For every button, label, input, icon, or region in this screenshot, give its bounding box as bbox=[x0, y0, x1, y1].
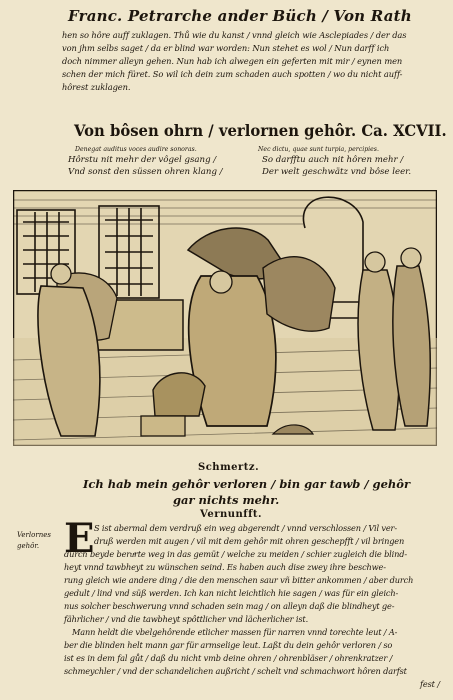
text-line: schmeychler / vnd der schandelichen außricht / schelt vnd schmachwort hôren darfst bbox=[64, 666, 407, 676]
speaker-vernunfft: Vernunfft. bbox=[200, 509, 262, 520]
text-line: nus solcher beschwerung vnnd schaden sein mag / on alleyn daß die blindheyt ge- bbox=[64, 601, 395, 611]
chapter-title: Von bôsen ohrn / verlornen gehôr. Ca. XCVII. bbox=[74, 121, 447, 140]
text-line: fährlicher / vnd die tawbheyt spôttlicher vnd lächerlicher ist. bbox=[64, 614, 309, 624]
latin-motto-left: Denegat auditus voces audire sonoras. bbox=[75, 146, 197, 153]
latin-motto-right: Nec dictu, quae sunt turpia, percipies. bbox=[258, 146, 379, 153]
text-line: heyt vnnd tawbheyt zu wünschen seind. Es haben auch dise zwey ihre beschwe- bbox=[64, 562, 386, 572]
text-line: hôrest zuklagen. bbox=[62, 82, 131, 92]
drop-cap: E bbox=[64, 515, 95, 562]
verse-line: Vnd sonst den süssen ohren klang / bbox=[68, 167, 223, 177]
text-line: Mann heldt die vbelgehôrende etlicher massen für narren vnnd torechte leut / A- bbox=[72, 627, 398, 637]
text-line: von jhm selbs saget / da er blind war worden: Nun stehet es wol / Nun darff ich bbox=[62, 43, 390, 53]
text-line: hen so hôre auff zuklagen. Thů wie du kanst / vnnd gleich wie Asclepiades / der das bbox=[62, 30, 407, 40]
text-line: druß werden mit augen / vil mit dem gehôr mit ohren geschepfft / vil bringen bbox=[94, 536, 405, 546]
complaint-line: gar nichts mehr. bbox=[173, 493, 280, 507]
text-line: ber die blinden helt mann gar für armselige leut. Laßt du dein gehôr verloren / so bbox=[64, 640, 393, 650]
text-line: fest / bbox=[420, 679, 440, 689]
verse-line: So darfftu auch nit hôren mehr / bbox=[262, 155, 404, 165]
complaint-line: Ich hab mein gehôr verloren / bin gar tawb / gehôr bbox=[83, 477, 411, 491]
text-line: doch nimmer alleyn gehen. Nun hab ich alwegen ein geferten mit mir / eynen men bbox=[62, 56, 403, 66]
text-line: rung gleich wie andere ding / die den menschen saur vñ bitter ankommen / aber durch bbox=[64, 575, 414, 585]
woodcut-illustration bbox=[13, 190, 437, 446]
text-line: schen der mich füret. So wil ich dein zum schaden auch spotten / wo du nicht auff- bbox=[62, 69, 403, 79]
margin-note: gehôr. bbox=[17, 542, 40, 550]
speaker-schmertz: Schmertz. bbox=[198, 462, 260, 473]
text-line: ist es in dem fal gůt / daß du nicht vmb deine ohren / ohrenbläser / ohrenkratzer / bbox=[64, 653, 393, 663]
verse-line: Der welt geschwätz vnd bôse leer. bbox=[262, 167, 412, 177]
running-head: Franc. Petrarche ander Büch / Von Rath bbox=[68, 7, 412, 25]
text-line: gedult / lind vnd süß werden. Ich kan nicht leichtlich hie sagen / was für ein gleich- bbox=[64, 588, 399, 598]
text-line: S ist abermal dem verdruß ein weg abgerendt / vnnd verschlossen / Vil ver- bbox=[94, 523, 397, 533]
verse-line: Hôrstu nit mehr der vôgel gsang / bbox=[68, 155, 217, 165]
text-line: durch beyde beruͤrte weg in das gemüt / welche zu meiden / schier zugleich die blind- bbox=[64, 549, 407, 559]
margin-note: Verlornes bbox=[17, 531, 51, 539]
